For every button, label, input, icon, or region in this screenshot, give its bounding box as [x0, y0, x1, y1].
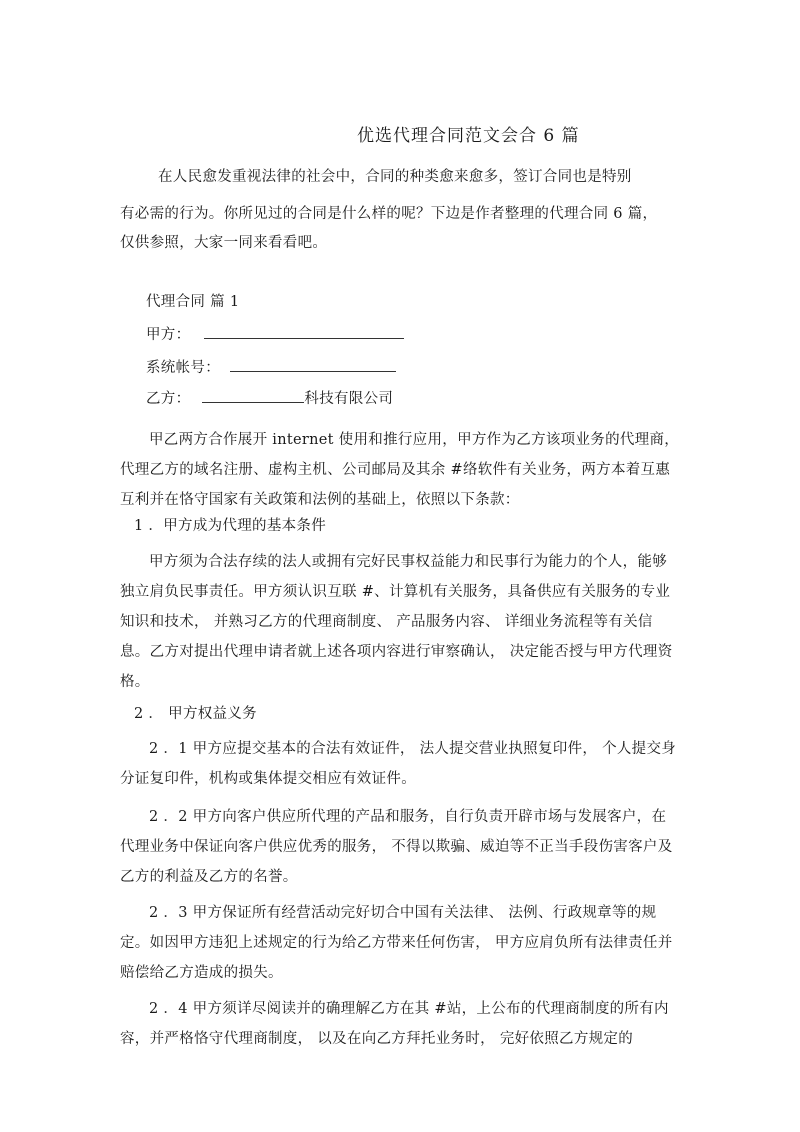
clause-2-1: 2 ．1 甲方应提交基本的合法有效证件， 法人提交营业执照复印件， 个人提交身分证复印件，机构或集体提交相应有效证件。: [120, 741, 677, 787]
section-1-title: 1 ．甲方成为代理的基本条件: [134, 518, 327, 534]
party-b-label: 乙方：: [146, 391, 191, 407]
clause-2-4: 2 ．4 甲方须详尽阅读并的确理解乙方在其 #站，上公布的代理商制度的所有内容，并严格恪守代理商制度， 以及在向乙方拜托业务时， 完好依照乙方规定的: [120, 1001, 669, 1047]
intro-line-1: 在人民愈发重视法律的社会中，合同的种类愈来愈多，签订合同也是特别: [158, 169, 632, 185]
section-2-title: 2 ． 甲方权益义务: [134, 706, 257, 722]
party-a-label: 甲方：: [146, 327, 191, 343]
body-paragraph-1: 甲乙两方合作展开 internet 使用和推行应用，甲方作为乙方该项业务的代理商，代理乙方的域名注册、虚构主机、公司邮局及其余 #络软件有关业务，两方本着互惠互利并在恪守国家有关政策和法例的基础上，依照以下条款：: [120, 432, 680, 508]
clause-2-3: 2 ．3 甲方保证所有经营活动完好切合中国有关法律、 法例、行政规章等的规定。如因甲方违犯上述规定的行为给乙方带来任何伤害， 甲方应肩负所有法律责任并赔偿给乙方造成的损失。: [120, 905, 673, 981]
account-row: [146, 358, 396, 378]
party-a-blank[interactable]: [204, 325, 404, 339]
intro-line-2: 有必需的行为。你所见过的合同是什么样的呢？下边是作者整理的代理合同 6 篇，: [120, 206, 658, 222]
document-title: 优选代理合同范文会合 6 篇: [357, 126, 580, 146]
party-b-blank[interactable]: [202, 389, 304, 403]
intro-line-3: 仅供参照，大家一同来看看吧。: [120, 235, 328, 251]
party-a-row: [146, 325, 404, 345]
clause-2-2: 2 ．2 甲方向客户供应所代理的产品和服务，自行负责开辟市场与发展客户，在代理业务中保证向客户供应优秀的服务， 不得以欺骗、威迫等不正当手段伤害客户及乙方的利益及乙方的名誉。: [120, 809, 673, 885]
party-b-row: [146, 389, 393, 409]
account-label: 系统帐号：: [146, 360, 220, 376]
contract-heading: 代理合同 篇 1: [146, 294, 240, 310]
section-1-text: 甲方须为合法存续的法人或拥有完好民事权益能力和民事行为能力的个人，能够独立肩负民事责任。甲方须认识互联 #、计算机有关服务，具备供应有关服务的专业知识和技术， 并熟习乙方的代理商制度、 产品服务内容、 详细业务流程等有关信息。乙方对提出代理申请者就上述各项内容进行审察确认， 决定能否授与甲方代理资格。: [120, 554, 673, 690]
account-blank[interactable]: [230, 358, 396, 372]
party-b-suffix: 科技有限公司: [304, 391, 394, 407]
